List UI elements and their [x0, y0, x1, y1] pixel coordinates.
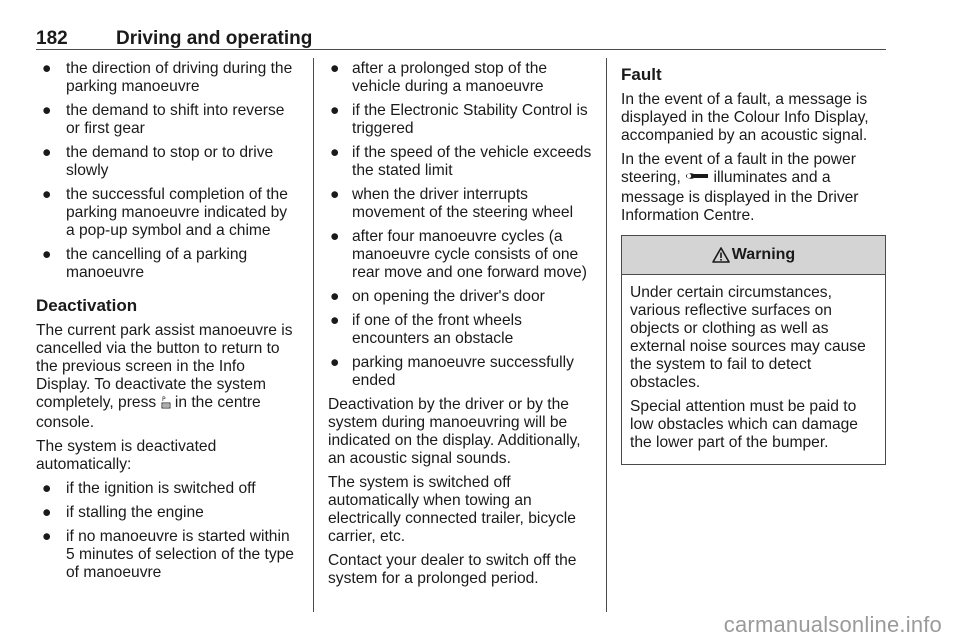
- bullet-icon: ●: [330, 228, 340, 245]
- bullet-icon: ●: [42, 186, 52, 203]
- column-2: [328, 60, 594, 594]
- bullet-icon: ●: [42, 480, 52, 497]
- column-divider-2: [606, 58, 607, 612]
- bullet-icon: ●: [42, 60, 52, 77]
- section-title: Driving and operating: [116, 28, 313, 49]
- bullet-icon: ●: [42, 246, 52, 263]
- bullet-icon: ●: [330, 312, 340, 329]
- list-item: ● when the driver interrupts movement of the steering wheel: [330, 186, 574, 221]
- warning-paragraph-2: Special attention must be paid to low obstacles which can damage the lower part of the bumper.: [630, 398, 858, 451]
- bullet-icon: ●: [330, 186, 340, 203]
- list-item: ● the demand to stop or to drive slowly: [42, 144, 274, 179]
- list-item: ● the cancelling of a parking manoeuvre: [42, 246, 248, 281]
- auto-deactivation-list-continued: [328, 60, 594, 390]
- list-item: ● parking manoeuvre successfully ended: [330, 354, 574, 389]
- fault-paragraph: In the event of a fault, a message is displayed in the Colour Info Display, accompanied by an acoustic signal.: [621, 91, 869, 144]
- header-rule: [36, 49, 886, 50]
- bullet-icon: ●: [330, 60, 340, 77]
- list-item: ● the direction of driving during the parking manoeuvre: [42, 60, 293, 95]
- list-item: ● the successful completion of the parking manoeuvre indicated by a pop-up symbol and a chime: [42, 186, 288, 239]
- column-3: [621, 60, 886, 465]
- warning-body: [622, 275, 885, 464]
- deactivation-heading: Deactivation: [36, 296, 138, 315]
- column-divider-1: [313, 58, 314, 612]
- column-1: [36, 60, 298, 588]
- bullet-icon: ●: [42, 528, 52, 545]
- list-item: ● on opening the driver's door: [330, 288, 545, 305]
- auto-deactivation-text: The system is deactivated automatically:: [36, 438, 217, 473]
- bullet-icon: ●: [42, 102, 52, 119]
- svg-text:P: P: [161, 396, 166, 403]
- bullet-icon: ●: [42, 144, 52, 161]
- list-item: ● after a prolonged stop of the vehicle during a manoeuvre: [330, 60, 548, 95]
- fault-heading: Fault: [621, 65, 662, 84]
- deactivation-indication-paragraph: Deactivation by the driver or by the system during manoeuvring will be indicated on the display. Additionally, an acoustic signal sounds.: [328, 396, 581, 467]
- list-item: ● the demand to shift into reverse or first gear: [42, 102, 285, 137]
- bullet-icon: ●: [330, 354, 340, 371]
- warning-paragraph-1: Under certain circumstances, various reflective surfaces on objects or clothing as well as external noise sources may cause the system to fail to detect obstacles.: [630, 284, 866, 391]
- towing-paragraph: The system is switched off automatically when towing an electrically connected trailer, bicycle carrier, etc.: [328, 474, 576, 545]
- bullet-icon: ●: [42, 504, 52, 521]
- page-number: 182: [36, 28, 68, 49]
- warning-title: Warning: [731, 246, 796, 263]
- bullet-icon: ●: [330, 288, 340, 305]
- deactivation-paragraph: The current park assist manoeuvre is cancelled via the button to return to the previous screen in the Info Display. To deactivate the system completely, press P in the centre console.: [36, 322, 293, 431]
- dealer-paragraph: Contact your dealer to switch off the system for a prolonged period.: [328, 552, 577, 587]
- list-item: ● if the ignition is switched off: [42, 480, 256, 497]
- power-steering-fault-paragraph: In the event of a fault in the power steering, illuminates and a message is displayed in the Driver Information Centre.: [621, 151, 859, 224]
- watermark: carmanualsonline.info: [723, 612, 942, 637]
- list-item: ● if no manoeuvre is started within 5 minutes of selection of the type of manoeuvre: [42, 528, 294, 581]
- list-item: ● if the speed of the vehicle exceeds the stated limit: [330, 144, 592, 179]
- list-item: ● after four manoeuvre cycles (a manoeuvre cycle consists of one rear move and one forward move): [330, 228, 587, 281]
- list-item: ● if one of the front wheels encounters an obstacle: [330, 312, 522, 347]
- steering-wheel-icon: [685, 170, 709, 189]
- bullet-icon: ●: [330, 102, 340, 119]
- warning-header: [622, 236, 885, 275]
- notification-list: [36, 60, 298, 282]
- bullet-icon: ●: [330, 144, 340, 161]
- park-assist-icon: [161, 395, 171, 414]
- page-header: [36, 26, 884, 50]
- warning-triangle-icon: [712, 247, 730, 263]
- list-item: ● if stalling the engine: [42, 504, 204, 521]
- auto-deactivation-list: [36, 480, 298, 582]
- list-item: ● if the Electronic Stability Control is triggered: [330, 102, 588, 137]
- warning-box: [621, 235, 886, 465]
